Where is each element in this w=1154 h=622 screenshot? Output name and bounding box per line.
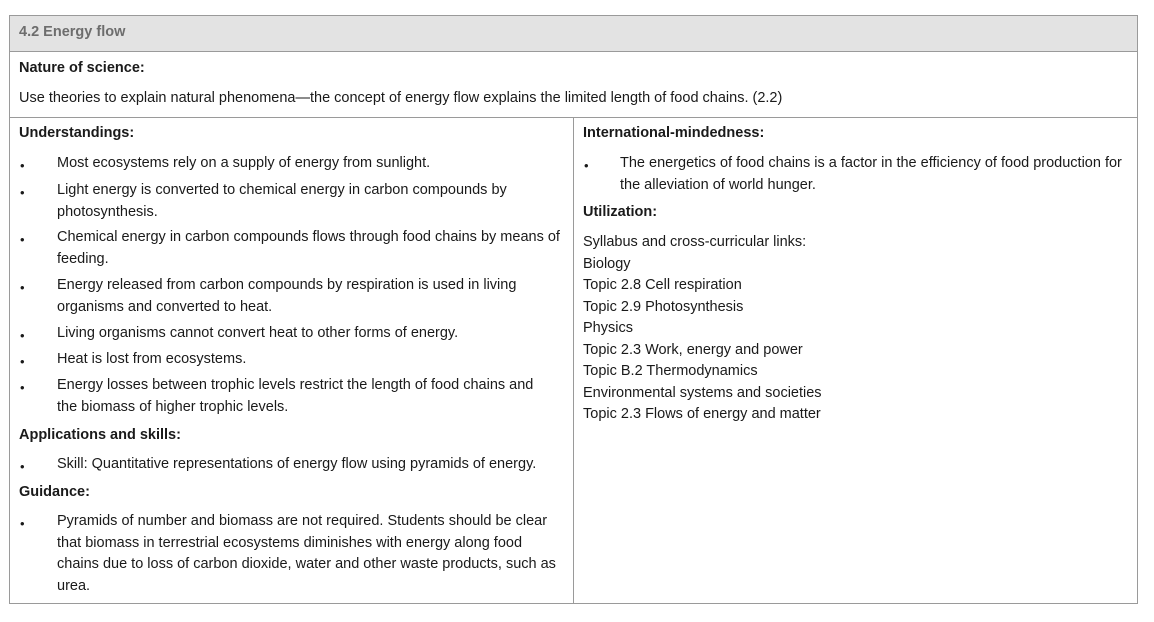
utilization-line: Topic 2.8 Cell respiration — [583, 277, 742, 293]
utilization-line: Topic 2.9 Photosynthesis — [583, 299, 744, 315]
bullet-icon: • — [20, 158, 25, 173]
understanding-item: Light energy is converted to chemical energy in carbon compounds by photosynthesis. — [57, 182, 507, 220]
utilization-line: Topic 2.3 Flows of energy and matter — [583, 406, 821, 422]
international-mindedness-heading: International-mindedness: — [583, 125, 765, 141]
bullet-icon: • — [584, 158, 589, 173]
bullet-icon: • — [20, 380, 25, 395]
nature-of-science-row — [10, 52, 1137, 118]
understanding-item: Most ecosystems rely on a supply of energy from sunlight. — [57, 155, 431, 171]
utilization-heading: Utilization: — [583, 204, 658, 220]
bullet-icon: • — [20, 459, 25, 474]
table-header — [10, 16, 1137, 52]
bullet-icon: • — [20, 232, 25, 247]
section-title: 4.2 Energy flow — [19, 24, 126, 40]
application-item: Skill: Quantitative representations of energy flow using pyramids of energy. — [57, 456, 537, 472]
understanding-item: Heat is lost from ecosystems. — [57, 351, 247, 367]
understandings-heading: Understandings: — [19, 125, 135, 141]
bullet-icon: • — [20, 354, 25, 369]
bullet-icon: • — [20, 328, 25, 343]
utilization-line: Environmental systems and societies — [583, 385, 822, 401]
guidance-item: Pyramids of number and biomass are not required. Students should be clear that biomass in terrestrial ecosystems diminishes with energy along food chains due to loss of carbon dioxide, water and other waste products, such as urea. — [57, 513, 556, 594]
left-column — [10, 118, 574, 603]
understanding-item: Living organisms cannot convert heat to other forms of energy. — [57, 325, 459, 341]
applications-heading: Applications and skills: — [19, 427, 181, 443]
utilization-line: Topic 2.3 Work, energy and power — [583, 342, 803, 358]
understanding-item: Energy released from carbon compounds by respiration is used in living organisms and converted to heat. — [57, 277, 517, 315]
nature-of-science-text: Use theories to explain natural phenomena—the concept of energy flow explains the limited length of food chains. (2.2) — [19, 90, 783, 106]
bullet-icon: • — [20, 280, 25, 295]
international-item: The energetics of food chains is a factor in the efficiency of food production for the alleviation of world hunger. — [620, 155, 1122, 193]
understanding-item: Chemical energy in carbon compounds flows through food chains by means of feeding. — [57, 229, 560, 267]
bullet-icon: • — [20, 185, 25, 200]
utilization-line: Topic B.2 Thermodynamics — [583, 363, 758, 379]
syllabus-table — [9, 15, 1138, 604]
guidance-heading: Guidance: — [19, 484, 90, 500]
utilization-line: Syllabus and cross-curricular links: — [583, 234, 807, 250]
utilization-line: Biology — [583, 256, 631, 272]
understanding-item: Energy losses between trophic levels restrict the length of food chains and the biomass of higher trophic levels. — [57, 377, 534, 415]
utilization-line: Physics — [583, 320, 633, 336]
bullet-icon: • — [20, 516, 25, 531]
right-column — [574, 118, 1137, 603]
nature-of-science-heading: Nature of science: — [19, 60, 145, 76]
